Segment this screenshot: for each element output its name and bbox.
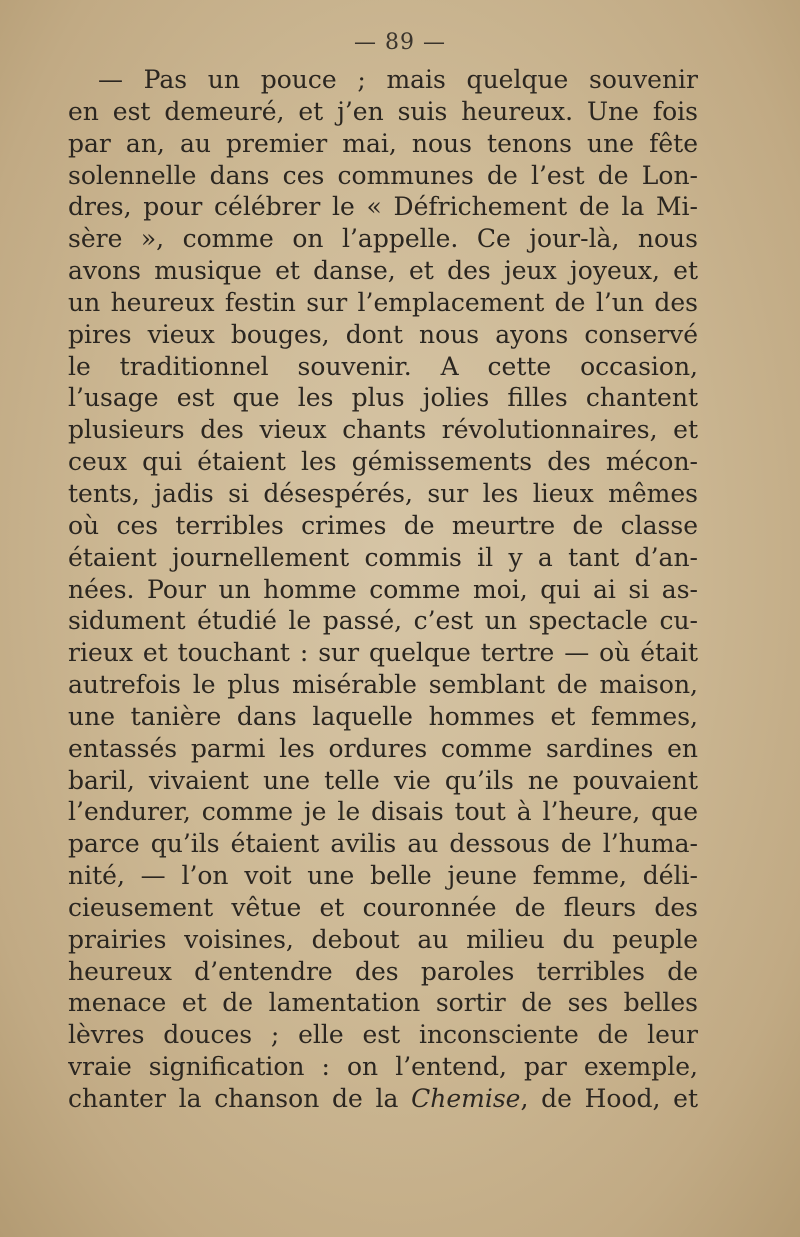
text-line: l’endurer, comme je le disais tout à l’heure, que [68,797,698,827]
italic-title: Chemise [411,1084,521,1113]
text-line: vraie signification : on l’entend, par exemple, [68,1052,698,1082]
text-line: pires vieux bouges, dont nous ayons conservé [68,319,698,349]
text-line: où ces terribles crimes de meurtre de classe [68,510,698,540]
text-line: rieux et touchant : sur quelque tertre — où était [68,638,698,668]
text-line: — Pas un pouce ; mais quelque souvenir [98,65,698,94]
text-line: tents, jadis si désespérés, sur les lieux mêmes [68,478,698,508]
text-line: sidument étudié le passé, c’est un spectacle cu- [68,606,698,636]
text-line: menace et de lamentation sortir de ses belles [68,988,698,1018]
text-line: baril, vivaient une telle vie qu’ils ne pouvaient [68,765,698,795]
text-line: nité, — l’on voit une belle jeune femme, déli- [68,861,698,891]
text-line: par an, au premier mai, nous tenons une fête [68,128,698,158]
text-line: l’usage est que les plus jolies filles chantent [68,383,698,413]
text-line: étaient journellement commis il y a tant d’an- [68,542,698,572]
text-line-last [68,1083,698,1115]
text-line: parce qu’ils étaient avilis au dessous de l’huma- [68,829,698,859]
text-segment: chanter la chanson de la [68,1084,412,1113]
text-line: dres, pour célébrer le « Défrichement de la Mi- [68,192,698,222]
text-line: une tanière dans laquelle hommes et femmes, [68,701,698,731]
text-line: sère », comme on l’appelle. Ce jour-là, nous [68,224,698,254]
text-line: solennelle dans ces communes de l’est de Lon- [68,160,698,190]
text-line: plusieurs des vieux chants révolutionnaires, et [68,415,698,445]
text-line: en est demeuré, et j’en suis heureux. Une fois [68,96,698,126]
text-line: prairies voisines, debout au milieu du peuple [68,924,698,954]
text-line: heureux d’entendre des paroles terribles de [68,956,698,986]
text-line: nées. Pour un homme comme moi, qui ai si as- [68,574,698,604]
text-line: autrefois le plus misérable semblant de maison, [68,670,698,700]
text-line: cieusement vêtue et couronnée de fleurs des [68,892,698,922]
text-line: un heureux festin sur l’emplacement de l’un des [68,287,698,317]
text-segment: , de Hood, et [520,1084,698,1113]
text-line: entassés parmi les ordures comme sardines en [68,733,698,763]
text-line: ceux qui étaient les gémissements des mécon- [68,447,698,477]
page-number: — 89 — [354,30,446,55]
body-text [68,64,698,1115]
text-line: le traditionnel souvenir. A cette occasion, [68,351,698,381]
text-line: lèvres douces ; elle est inconsciente de leur [68,1020,698,1050]
text-line: avons musique et danse, et des jeux joyeux, et [68,256,698,286]
